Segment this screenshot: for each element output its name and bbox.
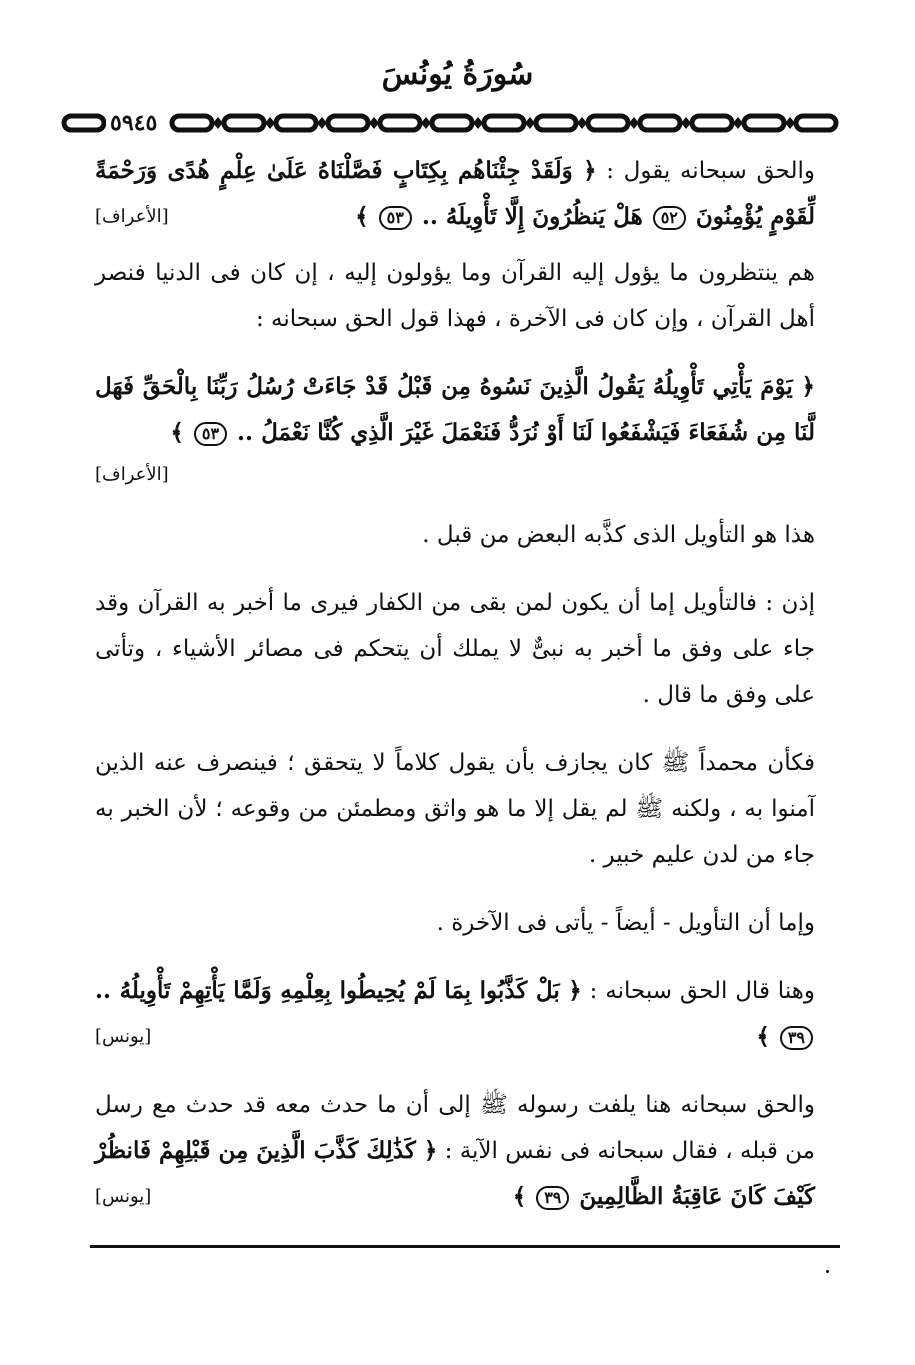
surah-title: سُورَةُ يُونُسَ <box>381 57 534 92</box>
verse-close: ﴾ <box>355 203 377 230</box>
page-number: ٥٩٤٥ <box>106 110 161 136</box>
ayah-number: ٣٩ <box>536 1186 569 1210</box>
decorative-border <box>60 110 840 136</box>
page-header <box>0 55 915 95</box>
speck-mark <box>826 1270 829 1273</box>
paragraph-8 <box>95 968 815 1060</box>
quran-verse: ﴿ بَلْ كَذَّبُوا بِمَا لَمْ يُحِيطُوا بِعِلْمِهِ وَلَمَّا يَأْتِهِمْ تَأْوِيلُهُ .. <box>95 977 582 1004</box>
footer-divider <box>90 1245 840 1248</box>
ayah-number: ٥٣ <box>379 206 412 230</box>
verse-close: ﴾ <box>512 1183 535 1210</box>
paragraph-5: إذن : فالتأويل إما أن يكون لمن بقى من الكفار فيرى ما أخبر به القرآن وقد جاء على وفق ما أخبر به نبىٌّ لا يملك أن يتحكم فى مصائر الأشياء ، وتأتى على وفق ما قال . <box>95 590 815 708</box>
ayah-number: ٥٣ <box>194 422 227 446</box>
paragraph-6: فكأن محمداً ﷺ كان يجازف بأن يقول كلاماً لا يتحقق ؛ فينصرف عنه الذين آمنوا به ، ولكنه ﷺ لم يقل إلا ما هو واثق ومطمئن من وقوعه ؛ لأن الخبر به جاء من لدن عليم خبير . <box>95 750 816 868</box>
ayah-number: ٣٩ <box>780 1026 813 1050</box>
surah-reference: [الأعراف] <box>95 464 169 485</box>
paragraph-9 <box>95 1082 815 1220</box>
intro-text: والحق سبحانه هنا يلفت رسوله ﷺ إلى أن ما حدث معه قد حدث مع رسل من قبله ، فقال سبحانه فى نفس الآية : <box>95 1092 815 1164</box>
quran-verse: هَلْ يَنظُرُونَ إِلَّا تَأْوِيلَهُ .. <box>413 203 651 230</box>
paragraph-3 <box>95 364 815 456</box>
surah-reference: [الأعراف] <box>95 206 169 227</box>
paragraph-7: وإما أن التأويل - أيضاً - يأتى فى الآخرة . <box>436 910 815 936</box>
paragraph-2: هم ينتظرون ما يؤول إليه القرآن وما يؤولون إليه ، إن كان فى الدنيا فنصر أهل القرآن ، وإن كان فى الآخرة ، فهذا قول الحق سبحانه : <box>95 260 815 332</box>
surah-reference: [يونس] <box>95 1186 152 1207</box>
ornament-chain-icon <box>60 110 840 136</box>
paragraph-4: هذا هو التأويل الذى كذَّبه البعض من قبل . <box>422 522 815 548</box>
paragraph-1 <box>95 148 815 240</box>
verse-close: ﴾ <box>756 1023 778 1050</box>
surah-reference: [يونس] <box>95 1026 152 1047</box>
verse-close: ﴾ <box>170 419 192 446</box>
ayah-number: ٥٢ <box>653 206 686 230</box>
quran-verse: ﴿ يَوْمَ يَأْتِي تَأْوِيلُهُ يَقُولُ الَّذِينَ نَسُوهُ مِن قَبْلُ قَدْ جَاءَتْ رُسُلُ رَبِّنَا بِالْحَقِّ فَهَل لَّنَا مِن شُفَعَاءَ فَيَشْفَعُوا لَنَا أَوْ نُرَدُّ فَنَعْمَلَ غَيْرَ الَّذِي كُنَّا نَعْمَلُ .. <box>95 373 815 446</box>
page-body <box>95 148 815 1242</box>
quran-verse: ﴿ كَذَٰلِكَ كَذَّبَ الَّذِينَ مِن قَبْلِهِمْ فَانظُرْ كَيْفَ كَانَ عَاقِبَةُ الظَّالِمِينَ <box>95 1137 815 1210</box>
intro-text: وهنا قال الحق سبحانه : <box>581 978 815 1004</box>
intro-text: والحق سبحانه يقول : <box>596 158 815 184</box>
quran-verse: ﴿ وَلَقَدْ جِئْنَاهُم بِكِتَابٍ فَصَّلْنَاهُ عَلَىٰ عِلْمٍ هُدًى وَرَحْمَةً لِّقَوْمٍ يُؤْمِنُونَ <box>95 157 815 230</box>
